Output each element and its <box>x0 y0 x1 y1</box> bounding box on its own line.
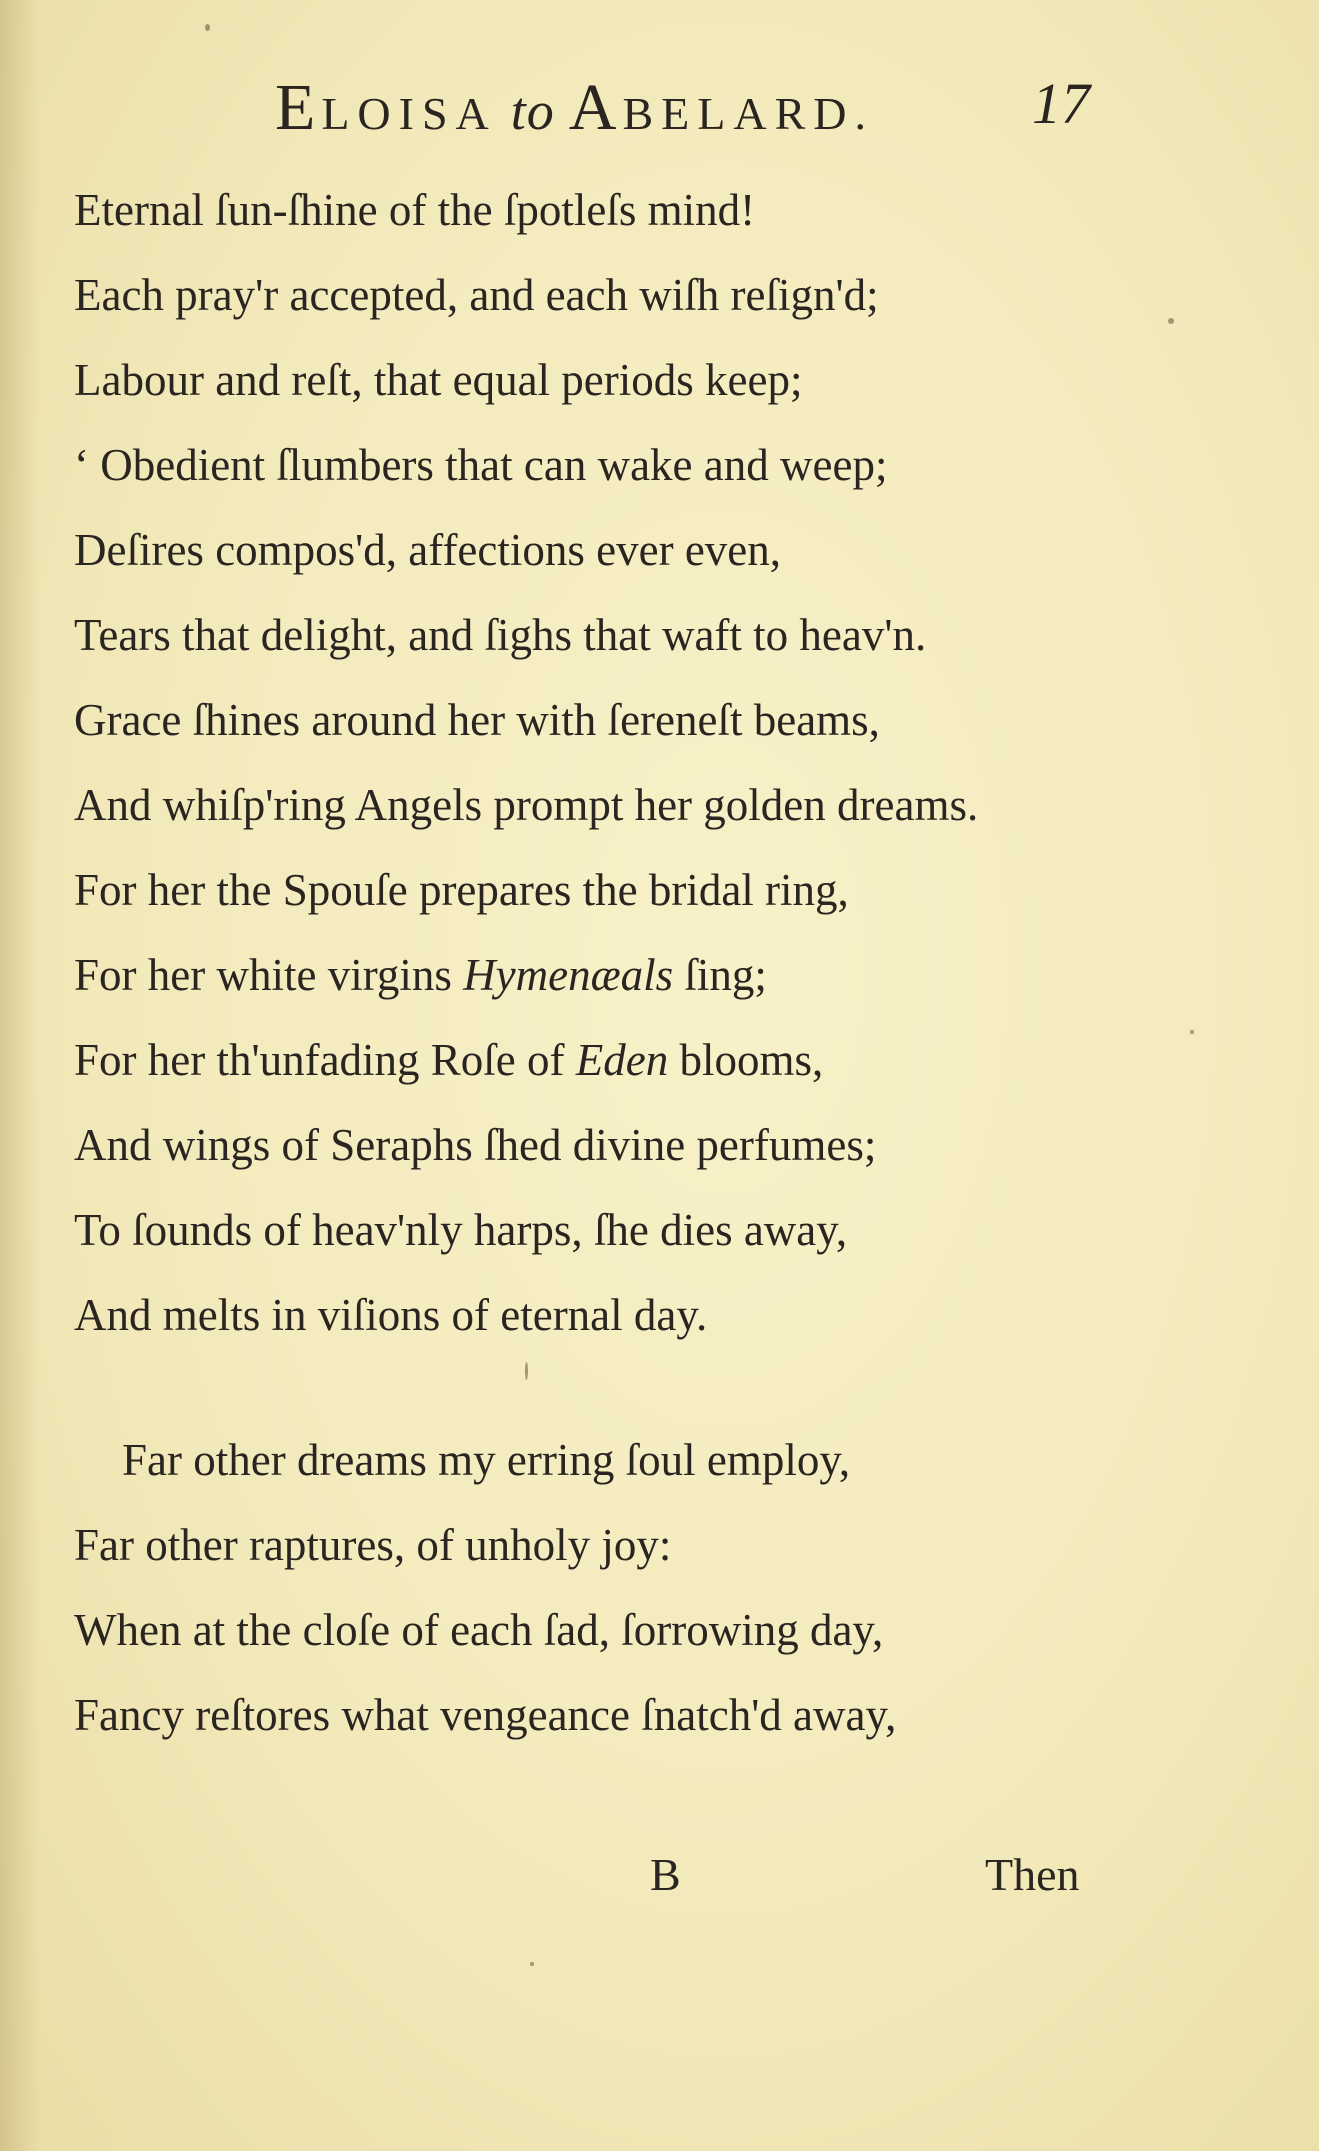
verse-line: Deſires compos'd, affections ever even, <box>74 525 782 575</box>
verse-line-eden <box>74 1018 1254 1103</box>
title-initial-e: E <box>275 71 322 144</box>
title-initial-a: A <box>568 71 623 144</box>
verse-line: ‘ Obedient ſlumbers that can wake and weep; <box>74 440 888 490</box>
verse-line: To ſounds of heav'nly harps, ſhe dies away, <box>74 1205 848 1255</box>
italic-word-hymenaeals: Hymenæals <box>463 950 674 1000</box>
line-text: ſing; <box>673 950 767 1000</box>
paper-speck <box>1168 318 1174 324</box>
verse-line: And melts in viſions of eternal day. <box>74 1290 708 1340</box>
page-footer <box>0 1848 1319 1918</box>
verse-line-hymenaeals <box>74 933 1254 1018</box>
verse-line: Far other raptures, of unholy joy: <box>74 1520 672 1570</box>
running-title <box>275 70 874 146</box>
verse-line: Labour and reſt, that equal periods keep; <box>74 355 803 405</box>
italic-word-eden: Eden <box>575 1035 669 1085</box>
verse-line: And whiſp'ring Angels prompt her golden dreams. <box>74 780 979 830</box>
signature-mark: B <box>650 1849 681 1900</box>
page-number: 17 <box>1032 71 1090 136</box>
line-text: For her th'unfading Roſe of <box>74 1035 576 1085</box>
paper-speck <box>530 1962 534 1966</box>
line-text: blooms, <box>668 1035 824 1085</box>
verse-line: Each pray'r accepted, and each wiſh reſign'd; <box>74 270 879 320</box>
page-header <box>0 70 1319 150</box>
verse-line: Tears that delight, and ſighs that waft to heav'n. <box>74 610 927 660</box>
line-text: For her white virgins <box>74 950 464 1000</box>
verse-line-indented: Far other dreams my erring ſoul employ, <box>122 1435 851 1485</box>
verse-line: When at the cloſe of each ſad, ſorrowing day, <box>74 1605 884 1655</box>
stanza-2 <box>74 1418 1254 1758</box>
title-abelard-rest: BELARD. <box>622 88 874 139</box>
verse-line: Eternal ſun-ſhine of the ſpotleſs mind! <box>74 185 756 235</box>
title-eloisa-rest: LOISA <box>321 88 497 139</box>
paper-speck <box>525 1362 528 1380</box>
title-connector: to <box>510 81 555 141</box>
verse-line: For her the Spouſe prepares the bridal ring, <box>74 865 849 915</box>
verse-line: Fancy reſtores what vengeance ſnatch'd away, <box>74 1690 897 1740</box>
paper-speck <box>205 24 210 31</box>
gutter-shadow <box>0 0 40 2151</box>
verse-line: Grace ſhines around her with ſereneſt beams, <box>74 695 880 745</box>
catchword: Then <box>985 1849 1080 1900</box>
paper-speck <box>1190 1030 1194 1034</box>
stanza-1 <box>74 168 1254 1358</box>
verse-line: And wings of Seraphs ſhed divine perfumes; <box>74 1120 877 1170</box>
